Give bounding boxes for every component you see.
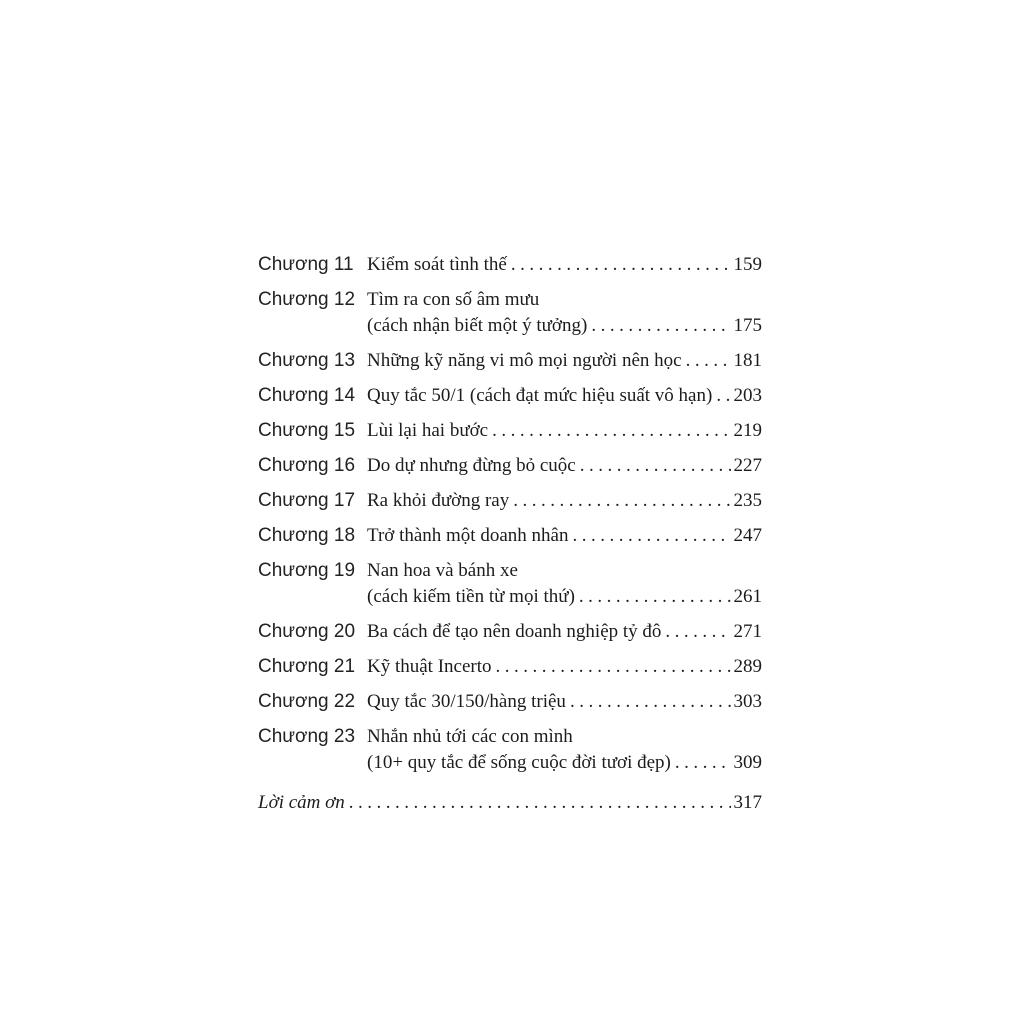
chapter-title-text: (cách nhận biết một ý tưởng) <box>367 315 588 336</box>
page-number: 261 <box>733 586 762 607</box>
chapter-label: Chương 12 <box>258 289 356 310</box>
dot-leader <box>580 453 731 479</box>
page-number: 247 <box>733 525 762 546</box>
page-number: 235 <box>733 490 762 511</box>
chapter-entry <box>367 383 762 409</box>
page-number: 309 <box>733 752 762 773</box>
toc-row <box>258 252 762 278</box>
chapter-label: Chương 19 <box>258 560 356 581</box>
dot-leader <box>513 488 730 514</box>
dot-leader <box>349 790 731 816</box>
chapter-label: Chương 15 <box>258 420 356 441</box>
chapter-label: Chương 11 <box>258 254 354 275</box>
toc-row <box>258 287 762 339</box>
toc-row <box>258 689 762 715</box>
page-number: 219 <box>733 420 762 441</box>
toc-row <box>258 654 762 680</box>
page-number: 227 <box>733 455 762 476</box>
chapter-entry <box>367 654 762 680</box>
dot-leader <box>675 750 731 776</box>
chapter-title-text: Quy tắc 30/150/hàng triệu <box>367 691 566 712</box>
dot-leader <box>572 523 730 549</box>
chapter-entry <box>367 558 762 610</box>
chapter-title-text: Những kỹ năng vi mô mọi người nên học <box>367 350 682 371</box>
toc-row <box>258 619 762 645</box>
chapter-title-text: Kiểm soát tình thế <box>367 254 507 275</box>
chapter-title-line <box>367 619 762 645</box>
dot-leader <box>716 383 730 409</box>
chapter-entry <box>367 348 762 374</box>
chapter-label: Chương 18 <box>258 525 356 546</box>
toc-row <box>258 724 762 776</box>
page-number: 181 <box>733 350 762 371</box>
chapter-entry <box>367 488 762 514</box>
chapter-entry <box>367 287 762 339</box>
acknowledgements-row <box>258 790 762 816</box>
dot-leader <box>570 689 731 715</box>
page-number: 289 <box>733 656 762 677</box>
chapter-title-text: Do dự nhưng đừng bỏ cuộc <box>367 455 576 476</box>
acknowledgements-page-number: 317 <box>733 792 762 813</box>
chapter-title-line <box>367 383 762 409</box>
chapter-label: Chương 13 <box>258 350 356 371</box>
chapter-title-text: Trở thành một doanh nhân <box>367 525 569 546</box>
chapter-title-line <box>367 348 762 374</box>
chapter-entry <box>367 689 762 715</box>
chapter-entry <box>367 453 762 479</box>
chapter-label: Chương 16 <box>258 455 356 476</box>
chapter-label: Chương 23 <box>258 726 356 747</box>
page-number: 203 <box>733 385 762 406</box>
dot-leader <box>665 619 730 645</box>
chapter-title-line <box>367 287 762 313</box>
dot-leader <box>496 654 731 680</box>
chapter-title-line <box>367 558 762 584</box>
chapter-entry <box>367 523 762 549</box>
dot-leader <box>511 252 731 278</box>
toc-row <box>258 488 762 514</box>
acknowledgements-label: Lời cảm ơn <box>258 792 345 813</box>
chapter-entry <box>367 418 762 444</box>
chapter-title-line <box>367 313 762 339</box>
chapter-title-line <box>367 724 762 750</box>
chapter-title-text: Quy tắc 50/1 (cách đạt mức hiệu suất vô hạn) <box>367 385 713 406</box>
toc-row <box>258 348 762 374</box>
toc-row <box>258 418 762 444</box>
page-number: 159 <box>733 254 762 275</box>
toc-row <box>258 523 762 549</box>
chapter-title-text: Nhắn nhủ tới các con mình <box>367 726 573 747</box>
dot-leader <box>591 313 730 339</box>
chapter-title-line <box>367 453 762 479</box>
chapter-title-line <box>367 418 762 444</box>
chapter-title-text: Lùi lại hai bước <box>367 420 489 441</box>
chapter-title-text: Kỹ thuật Incerto <box>367 656 492 677</box>
page-number: 175 <box>733 315 762 336</box>
page-number: 303 <box>733 691 762 712</box>
dot-leader <box>686 348 731 374</box>
chapter-title-line <box>367 584 762 610</box>
chapter-title-line <box>367 488 762 514</box>
chapter-title-text: Ba cách để tạo nên doanh nghiệp tỷ đô <box>367 621 662 642</box>
chapter-title-text: Tìm ra con số âm mưu <box>367 289 540 310</box>
toc-row <box>258 453 762 479</box>
toc-row <box>258 558 762 610</box>
chapter-title-line <box>367 252 762 278</box>
chapter-label: Chương 21 <box>258 656 356 677</box>
chapter-title-line <box>367 750 762 776</box>
toc-entries <box>258 252 762 776</box>
chapter-entry <box>367 252 762 278</box>
chapter-title-line <box>367 523 762 549</box>
toc-row <box>258 383 762 409</box>
dot-leader <box>579 584 731 610</box>
chapter-label: Chương 20 <box>258 621 356 642</box>
chapter-title-text: Nan hoa và bánh xe <box>367 560 518 581</box>
chapter-label: Chương 22 <box>258 691 356 712</box>
chapter-entry <box>367 724 762 776</box>
chapter-label: Chương 17 <box>258 490 356 511</box>
chapter-title-text: Ra khỏi đường ray <box>367 490 510 511</box>
chapter-title-text: (cách kiếm tiền từ mọi thứ) <box>367 586 575 607</box>
dot-leader <box>492 418 730 444</box>
chapter-title-line <box>367 689 762 715</box>
chapter-label: Chương 14 <box>258 385 356 406</box>
page-number: 271 <box>733 621 762 642</box>
table-of-contents <box>258 252 762 816</box>
chapter-title-text: (10+ quy tắc để sống cuộc đời tươi đẹp) <box>367 752 671 773</box>
chapter-title-line <box>367 654 762 680</box>
chapter-entry <box>367 619 762 645</box>
